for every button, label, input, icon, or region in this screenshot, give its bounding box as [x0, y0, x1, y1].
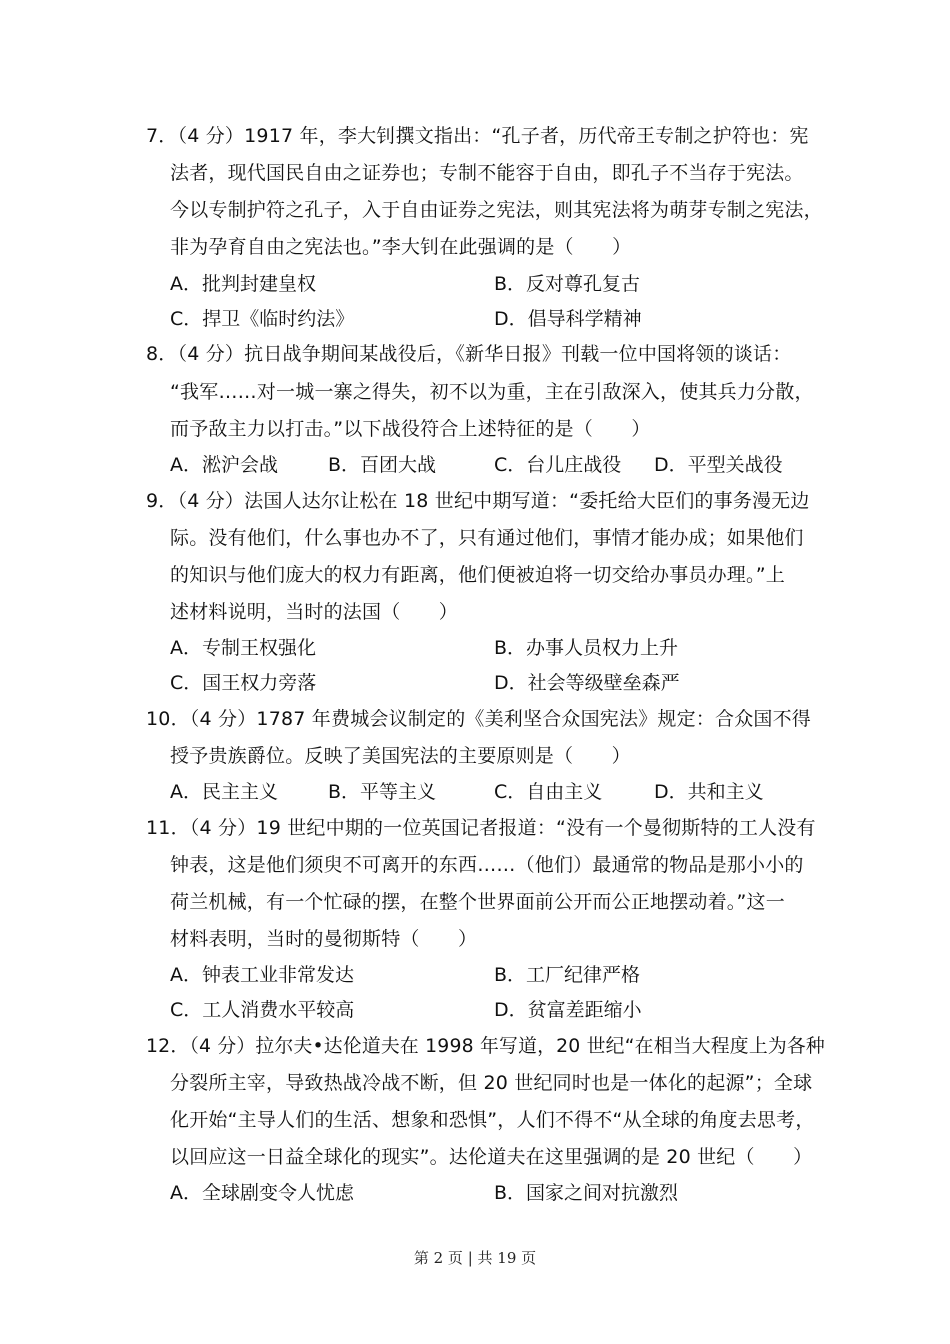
option-c: C．工人消费水平较高	[170, 999, 355, 1021]
question-text-line: 授予贵族爵位。反映了美国宪法的主要原则是（ ）	[170, 745, 631, 767]
question-text-line: 钟表，这是他们须臾不可离开的东西……（他们）最通常的物品是那小小的	[170, 854, 804, 876]
option-d: D．倡导科学精神	[494, 308, 642, 330]
option-b: B．国家之间对抗激烈	[494, 1182, 679, 1204]
question-text-line: 际。没有他们，什么事也办不了，只有通过他们，事情才能办成；如果他们	[170, 527, 804, 549]
page-footer: 第 2 页 | 共 19 页	[413, 1249, 537, 1267]
option-d: D．社会等级壁垒森严	[494, 672, 680, 694]
question-text-line: 9．（4 分）法国人达尔让松在 18 世纪中期写道：“委托给大臣们的事务漫无边	[146, 490, 810, 512]
option-a: A．民主主义	[170, 781, 278, 803]
option-d: D．贫富差距缩小	[494, 999, 642, 1021]
option-b: B．百团大战	[328, 454, 437, 476]
option-d: D．平型关战役	[654, 454, 783, 476]
question-text-line: 的知识与他们庞大的权力有距离，他们便被迫将一切交给办事员办理。”上	[170, 564, 785, 586]
question-text-line: 分裂所主宰，导致热战冷战不断，但 20 世纪同时也是一体化的起源”；全球	[170, 1072, 813, 1094]
question-text-line: 法者，现代国民自由之证券也；专制不能容于自由，即孔子不当存于宪法。	[170, 162, 804, 184]
question-text-line: 10．（4 分）1787 年费城会议制定的《美利坚合众国宪法》规定：合众国不得	[146, 708, 811, 730]
option-c: C．国王权力旁落	[170, 672, 317, 694]
option-d: D．共和主义	[654, 781, 764, 803]
question-text-line: 而予敌主力以打击。”以下战役符合上述特征的是（ ）	[170, 418, 651, 440]
option-a: A．专制王权强化	[170, 637, 316, 659]
question-text-line: 12．（4 分）拉尔夫•达伦道夫在 1998 年写道，20 世纪“在相当大程度上为各种	[146, 1035, 825, 1057]
question-text-line: 述材料说明，当时的法国（ ）	[170, 601, 459, 623]
question-text-line: 7．（4 分）1917 年，李大钊撰文指出：“孔子者，历代帝王专制之护符也：宪	[146, 125, 809, 147]
question-text-line: 今以专制护符之孔子，入于自由证券之宪法，则其宪法将为萌芽专制之宪法，	[170, 199, 823, 221]
option-a: A．全球剧变令人忧虑	[170, 1182, 354, 1204]
question-text-line: 8．（4 分）抗日战争期间某战役后，《新华日报》刊载一位中国将领的谈话：	[146, 343, 792, 365]
option-a: A．淞沪会战	[170, 454, 278, 476]
question-text-line: 荷兰机械，有一个忙碌的摆，在整个世界面前公开而公正地摆动着。”这一	[170, 891, 785, 913]
option-a: A．钟表工业非常发达	[170, 964, 354, 986]
option-c: C．台儿庄战役	[494, 454, 622, 476]
question-text-line: “我军……对一城一寨之得失，初不以为重，主在引敌深入，使其兵力分散，	[170, 381, 814, 403]
option-b: B．反对尊孔复古	[494, 273, 641, 295]
option-b: B．办事人员权力上升	[494, 637, 679, 659]
question-text-line: 化开始“主导人们的生活、想象和恐惧”，人们不得不“从全球的角度去思考，	[170, 1109, 815, 1131]
question-text-line: 材料表明，当时的曼彻斯特（ ）	[170, 928, 478, 950]
question-text-line: 11．（4 分）19 世纪中期的一位英国记者报道：“没有一个曼彻斯特的工人没有	[146, 817, 816, 839]
question-text-line: 非为孕育自由之宪法也。”李大钊在此强调的是（ ）	[170, 236, 632, 258]
option-c: C．捍卫《临时约法》	[170, 308, 355, 330]
option-a: A．批判封建皇权	[170, 273, 316, 295]
option-b: B．平等主义	[328, 781, 437, 803]
option-c: C．自由主义	[494, 781, 603, 803]
option-b: B．工厂纪律严格	[494, 964, 641, 986]
question-text-line: 以回应这一日益全球化的现实”。达伦道夫在这里强调的是 20 世纪（ ）	[170, 1146, 813, 1168]
